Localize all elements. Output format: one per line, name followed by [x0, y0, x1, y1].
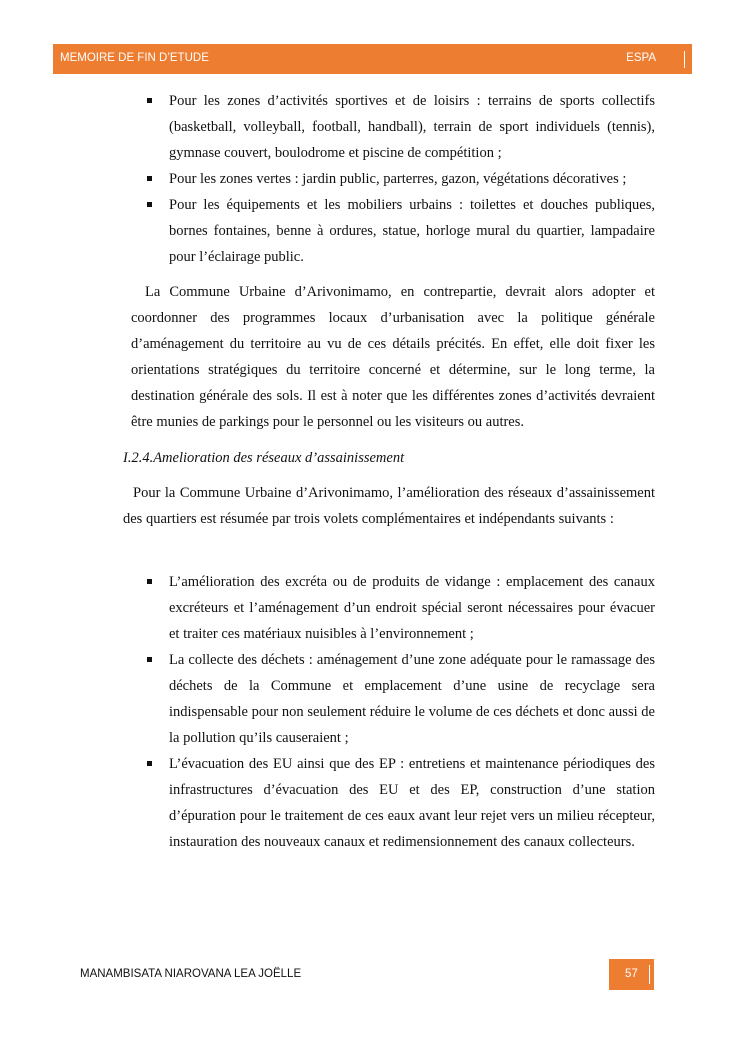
list-item: Pour les zones vertes : jardin public, parterres, gazon, végétations décoratives ;: [145, 166, 655, 192]
list-item: L’amélioration des excréta ou de produits de vidange : emplacement des canaux excréteurs et l’aménagement d’un endroit spécial seront nécessaires pour évacuer et traiter ces matériaux nuisibles à l’environnement ;: [145, 569, 655, 647]
header-title: MEMOIRE DE FIN D’ETUDE: [60, 52, 209, 64]
paragraph-sanitation-intro: Pour la Commune Urbaine d’Arivonimamo, l’amélioration des réseaux d’assainissement des quartiers est résumée par trois volets complémentaires et indépendants suivants :: [123, 485, 655, 527]
list-item: La collecte des déchets : aménagement d’une zone adéquate pour le ramassage des déchets de la Commune et emplacement d’une usine de recyclage sera indispensable pour non seulement réduire le volume de ces déchets et donc aussi de la pollution qu’ils causeraient ;: [145, 647, 655, 751]
bullet-icon: [147, 579, 152, 584]
page-number: 57: [625, 968, 638, 980]
page-header: [53, 44, 692, 74]
page-number-box: [609, 959, 654, 990]
list-item: Pour les équipements et les mobiliers urbains : toilettes et douches publiques, bornes fontaines, benne à ordures, statue, horloge mural du quartier, lampadaire pour l’éclairage public.: [145, 192, 655, 270]
header-divider: [684, 51, 685, 68]
bullet-icon: [147, 657, 152, 662]
footer-divider: [649, 965, 650, 984]
bullet-icon: [147, 176, 152, 181]
footer-author: MANAMBISATA NIAROVANA LEA JOËLLE: [80, 968, 302, 980]
section-heading: I.2.4.Amelioration des réseaux d’assainissement: [123, 450, 405, 466]
list-item: L’évacuation des EU ainsi que des EP : entretiens et maintenance périodiques des infrastructures d’évacuation des EU et des EP, construction d’une station d’épuration pour le traitement de ces eaux avant leur rejet vers un milieu récepteur, instauration des nouveaux canaux et redimensionnement des canaux collecteurs.: [145, 751, 655, 855]
sports-green-equipment-list: [145, 88, 655, 270]
list-item: Pour les zones d’activités sportives et de loisirs : terrains de sports collectifs (basketball, volleyball, football, handball), terrain de sport individuels (tennis), gymnase couvert, boulodrome et piscine de compétition ;: [145, 88, 655, 166]
paragraph-commune-role: La Commune Urbaine d’Arivonimamo, en contrepartie, devrait alors adopter et coordonner des programmes locaux d’urbanisation avec la politique générale d’aménagement du territoire au vu de ces détails précités. En effet, elle doit fixer les orientations stratégiques du territoire concerné et détermine, sur le long terme, la destination générale des sols. Il est à noter que les différentes zones d’activités devraient être munies de parkings pour le personnel ou les visiteurs ou autres.: [131, 284, 655, 430]
bullet-icon: [147, 761, 152, 766]
sanitation-list: [145, 569, 655, 855]
bullet-icon: [147, 98, 152, 103]
bullet-icon: [147, 202, 152, 207]
header-school: ESPA: [626, 52, 656, 64]
